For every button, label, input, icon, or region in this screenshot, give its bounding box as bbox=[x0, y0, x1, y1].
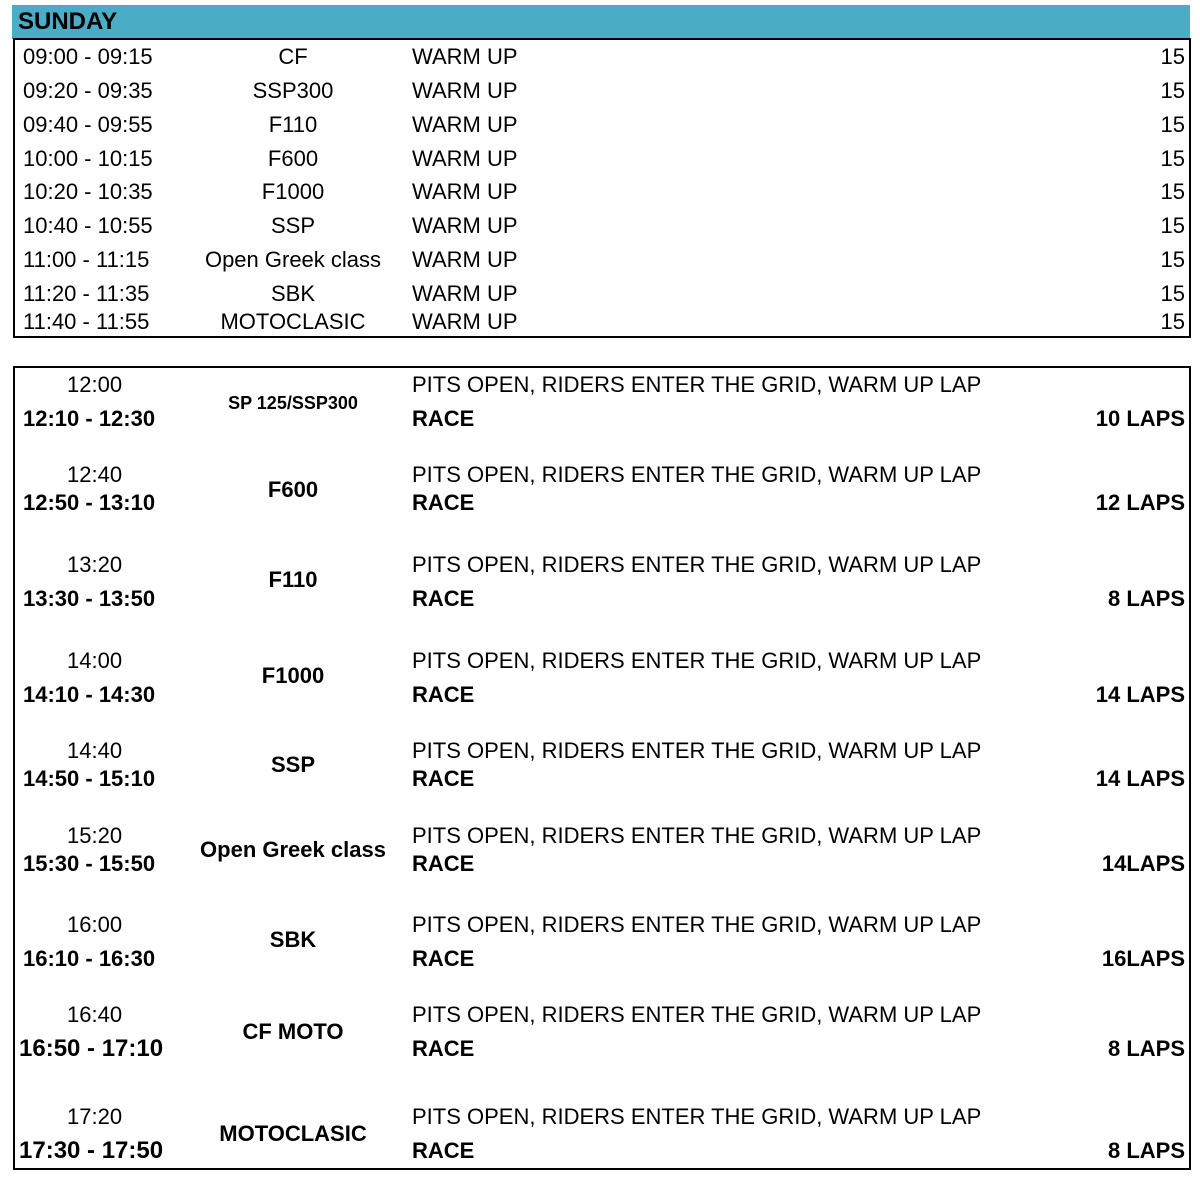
warmup-minutes: 15 bbox=[1160, 281, 1185, 306]
pits-open-time: 12:40 bbox=[67, 462, 123, 487]
pits-open-time: 13:20 bbox=[67, 552, 123, 577]
warmup-minutes: 15 bbox=[1160, 179, 1185, 204]
day-header bbox=[12, 5, 1190, 39]
race-laps: 14 LAPS bbox=[1095, 682, 1185, 707]
warmup-minutes: 15 bbox=[1160, 309, 1185, 334]
pits-open-time: 15:20 bbox=[67, 823, 123, 848]
warmup-minutes: 15 bbox=[1160, 146, 1185, 171]
race-class: SBK bbox=[269, 927, 317, 952]
race-time: 16:10 - 16:30 bbox=[23, 946, 156, 971]
pits-open-text: PITS OPEN, RIDERS ENTER THE GRID, WARM UP LAP bbox=[412, 1002, 982, 1027]
pits-open-time: 14:00 bbox=[67, 648, 123, 673]
warmup-class: SBK bbox=[270, 281, 316, 306]
race-laps: 14 LAPS bbox=[1095, 766, 1185, 791]
pits-open-text: PITS OPEN, RIDERS ENTER THE GRID, WARM UP LAP bbox=[412, 372, 982, 397]
pits-open-text: PITS OPEN, RIDERS ENTER THE GRID, WARM UP LAP bbox=[412, 462, 982, 487]
race-laps: 10 LAPS bbox=[1095, 406, 1185, 431]
race-label: RACE bbox=[412, 1138, 475, 1163]
warmup-table bbox=[13, 38, 1191, 338]
warmup-class: CF bbox=[278, 44, 308, 69]
pits-open-text: PITS OPEN, RIDERS ENTER THE GRID, WARM UP LAP bbox=[412, 738, 982, 763]
warmup-class: SSP bbox=[270, 213, 316, 238]
race-time: 14:50 - 15:10 bbox=[23, 766, 156, 791]
race-label: RACE bbox=[412, 946, 475, 971]
race-label: RACE bbox=[412, 1036, 475, 1061]
race-time: 17:30 - 17:50 bbox=[19, 1137, 164, 1164]
race-time: 15:30 - 15:50 bbox=[23, 851, 156, 876]
race-class: F1000 bbox=[261, 663, 325, 688]
warmup-time: 11:40 - 11:55 bbox=[23, 309, 150, 334]
race-laps: 12 LAPS bbox=[1095, 490, 1185, 515]
warmup-class: F1000 bbox=[261, 179, 325, 204]
warmup-class: MOTOCLASIC bbox=[220, 309, 366, 334]
race-label: RACE bbox=[412, 682, 475, 707]
race-laps: 14LAPS bbox=[1101, 851, 1185, 876]
race-laps: 16LAPS bbox=[1101, 946, 1185, 971]
warmup-activity: WARM UP bbox=[412, 281, 518, 306]
pits-open-time: 12:00 bbox=[67, 372, 123, 397]
day-title: SUNDAY bbox=[18, 8, 118, 35]
warmup-time: 09:00 - 09:15 bbox=[23, 44, 153, 69]
race-time: 13:30 - 13:50 bbox=[23, 586, 156, 611]
race-time: 12:10 - 12:30 bbox=[23, 406, 156, 431]
race-class: MOTOCLASIC bbox=[219, 1121, 367, 1146]
race-label: RACE bbox=[412, 406, 475, 431]
warmup-class: SSP300 bbox=[252, 78, 334, 103]
race-laps: 8 LAPS bbox=[1107, 586, 1185, 611]
pits-open-text: PITS OPEN, RIDERS ENTER THE GRID, WARM UP LAP bbox=[412, 912, 982, 937]
race-label: RACE bbox=[412, 586, 475, 611]
warmup-time: 10:00 - 10:15 bbox=[23, 146, 153, 171]
warmup-class: F110 bbox=[268, 112, 318, 137]
warmup-time: 10:40 - 10:55 bbox=[23, 213, 153, 238]
pits-open-text: PITS OPEN, RIDERS ENTER THE GRID, WARM UP LAP bbox=[412, 552, 982, 577]
race-class: Open Greek class bbox=[200, 837, 386, 862]
race-table bbox=[13, 366, 1191, 1170]
warmup-minutes: 15 bbox=[1160, 112, 1185, 137]
warmup-activity: WARM UP bbox=[412, 213, 518, 238]
warmup-activity: WARM UP bbox=[412, 247, 518, 272]
race-class: CF MOTO bbox=[242, 1019, 344, 1044]
warmup-activity: WARM UP bbox=[412, 309, 518, 334]
pits-open-text: PITS OPEN, RIDERS ENTER THE GRID, WARM UP LAP bbox=[412, 823, 982, 848]
race-class: F110 bbox=[268, 567, 318, 592]
warmup-minutes: 15 bbox=[1160, 78, 1185, 103]
warmup-time: 09:40 - 09:55 bbox=[23, 112, 153, 137]
pits-open-time: 16:40 bbox=[67, 1002, 123, 1027]
race-time: 14:10 - 14:30 bbox=[23, 682, 156, 707]
race-class: SP 125/SSP300 bbox=[228, 393, 358, 413]
pits-open-text: PITS OPEN, RIDERS ENTER THE GRID, WARM UP LAP bbox=[412, 1104, 982, 1129]
pits-open-time: 14:40 bbox=[67, 738, 123, 763]
race-time: 12:50 - 13:10 bbox=[23, 490, 156, 515]
warmup-time: 10:20 - 10:35 bbox=[23, 179, 153, 204]
warmup-time: 11:00 - 11:15 bbox=[23, 247, 150, 272]
race-time: 16:50 - 17:10 bbox=[19, 1035, 164, 1062]
warmup-time: 09:20 - 09:35 bbox=[23, 78, 153, 103]
warmup-time: 11:20 - 11:35 bbox=[23, 281, 150, 306]
warmup-class: F600 bbox=[267, 146, 319, 171]
race-laps: 8 LAPS bbox=[1107, 1138, 1185, 1163]
warmup-activity: WARM UP bbox=[412, 78, 518, 103]
warmup-minutes: 15 bbox=[1160, 247, 1185, 272]
pits-open-text: PITS OPEN, RIDERS ENTER THE GRID, WARM UP LAP bbox=[412, 648, 982, 673]
race-class: F600 bbox=[267, 477, 319, 502]
warmup-activity: WARM UP bbox=[412, 146, 518, 171]
pits-open-time: 17:20 bbox=[67, 1104, 123, 1129]
warmup-activity: WARM UP bbox=[412, 44, 518, 69]
warmup-activity: WARM UP bbox=[412, 112, 518, 137]
pits-open-time: 16:00 bbox=[67, 912, 123, 937]
race-label: RACE bbox=[412, 490, 475, 515]
race-laps: 8 LAPS bbox=[1107, 1036, 1185, 1061]
warmup-minutes: 15 bbox=[1160, 44, 1185, 69]
race-label: RACE bbox=[412, 851, 475, 876]
race-class: SSP bbox=[270, 752, 316, 777]
warmup-class: Open Greek class bbox=[204, 247, 382, 272]
race-label: RACE bbox=[412, 766, 475, 791]
warmup-minutes: 15 bbox=[1160, 213, 1185, 238]
warmup-activity: WARM UP bbox=[412, 179, 518, 204]
